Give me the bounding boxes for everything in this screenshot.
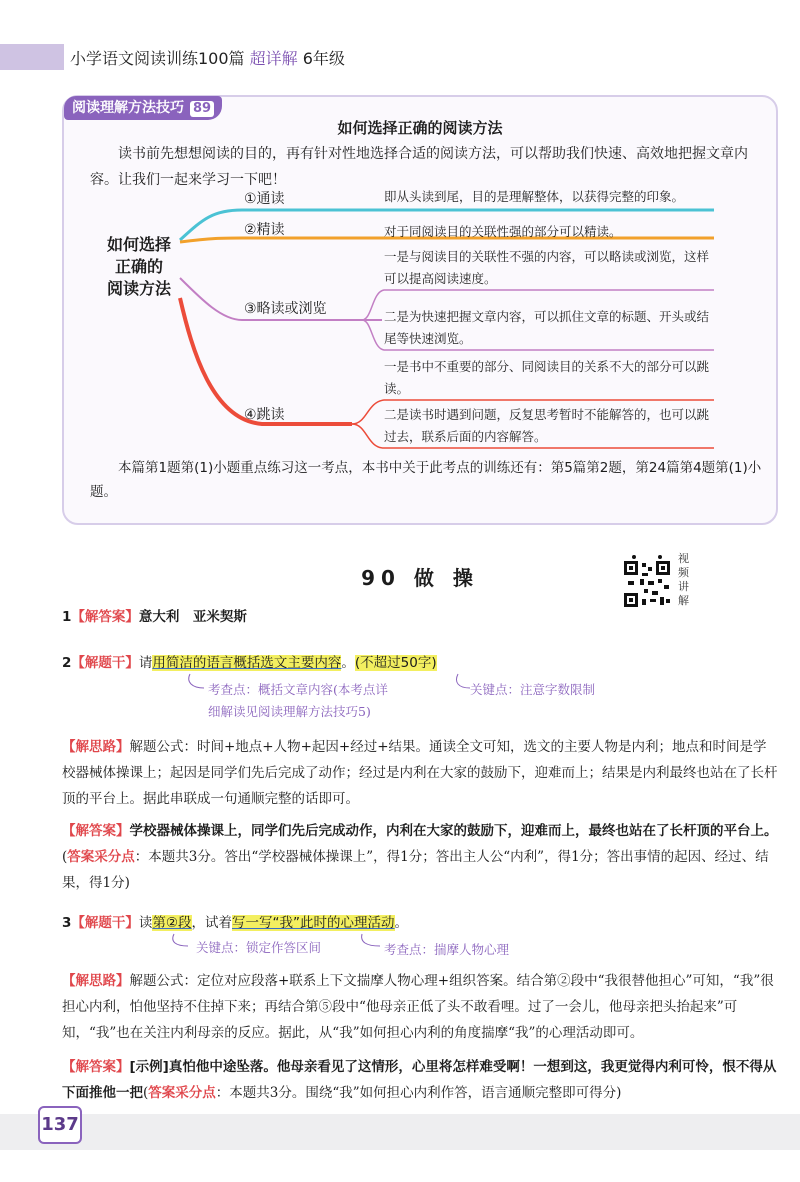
stem-punct: 。 [394, 915, 409, 931]
qr-code-icon[interactable] [622, 555, 672, 609]
stem-limit: (不超过50字) [354, 655, 437, 671]
thinking-label: 【解思路】 [62, 739, 130, 755]
branch-desc-4a: 一是书中不重要的部分、同阅读目的关系不大的部分可以跳读。 [384, 359, 710, 396]
video-lecture-label [678, 552, 692, 608]
branch-label-1: ①通读 [244, 191, 285, 207]
stem-punct: 。 [341, 655, 355, 671]
branch-label-3: ③略读或浏览 [244, 301, 327, 317]
page-number: 137 [38, 1106, 82, 1144]
question-2-thinking [62, 734, 780, 812]
qr-label-char: 视 [678, 552, 689, 565]
center-line-3: 阅读方法 [106, 279, 171, 298]
answer-text: 意大利 亚米契斯 [138, 609, 247, 625]
annotation-focus-point-cont: 细解读见阅读理解方法技巧5) [208, 704, 371, 719]
method-summary [90, 456, 762, 504]
running-header [70, 46, 345, 69]
grade-label: 6年级 [302, 49, 345, 68]
answer-label: 【解答案】 [71, 609, 139, 625]
qr-label-char: 解 [678, 594, 689, 607]
stem-label: 【解题干】 [71, 655, 139, 671]
question-2-answer: 【解答案】学校器械体操课上，同学们先后完成动作，内利在大家的鼓励下，迎难而上，最终也站在了长杆顶的平台上。(答案采分点：本题共3分。答出“学校器械体操课上”，得1分；答出主人公“内利”，得1分；答出事情的起因、经过、结果，得1分) [62, 823, 778, 891]
stem-highlight: 用简洁的语言概括选文主要内容 [152, 655, 342, 671]
answer-text: 真怕他中途坠落。他母亲看见了这情形，心里将怎样难受啊！一想到这，我更觉得内利可怜，恨不得从下面推他一把 [62, 1059, 777, 1101]
series-title: 小学语文阅读训练100篇 [70, 49, 245, 68]
question-1 [62, 604, 780, 630]
method-intro-text: 读书前先想想阅读的目的，再有针对性地选择合适的阅读方法，可以帮助我们快速、高效地把握文章内容。让我们一起来学习一下吧！ [90, 146, 748, 188]
question-number: 3 [62, 915, 72, 931]
answer-text: 学校器械体操课上，同学们先后完成动作，内利在大家的鼓励下，迎难而上，最终也站在了长杆顶的平台上。 [129, 823, 778, 839]
method-summary-text: 本篇第1题第(1)小题重点练习这一考点，本书中关于此考点的训练还有：第5篇第2题，第24篇第4题第(1)小题。 [90, 460, 762, 500]
stem-text-mid: ，试着 [191, 915, 233, 931]
qr-label-char: 讲 [678, 580, 689, 593]
score-label: 答案采分点 [67, 849, 135, 865]
stem-text: 读 [138, 915, 153, 931]
center-line-1: 如何选择 [106, 235, 171, 254]
score-text: ：本题共3分。围绕“我”如何担心内利作答，语言通顺完整即可得分) [215, 1085, 622, 1101]
annotation-focus-point: 考查点：揣摩人物心理 [384, 942, 510, 957]
annotation-key-point: 关键点：注意字数限制 [470, 682, 596, 697]
branch-desc-4b: 二是读书时遇到问题，反复思考暂时不能解答的，也可以跳过去，联系后面的内容解答。 [384, 407, 710, 444]
lesson-title: 90 做 操 [361, 566, 479, 590]
edition-label: 超详解 [249, 49, 298, 68]
method-tag-text: 阅读理解方法技巧 [72, 100, 184, 116]
qr-label-char: 频 [678, 566, 689, 579]
answer-label: 【解答案】 [62, 823, 130, 839]
footer-bar [0, 1114, 800, 1150]
method-tag-number: 89 [190, 101, 214, 117]
branch-desc-3b: 二是为快速把握文章内容，可以抓住文章的标题、开头或结尾等快速浏览。 [384, 309, 710, 346]
thinking-text: 解题公式：定位对应段落+联系上下文揣摩人物心理+组织答案。结合第②段中“我很替他担心”可知，“我”很担心内利，怕他坚持不住掉下来；再结合第⑤段中“他母亲正低了头不敢看哩。过了一会儿，他母亲把头抬起来”可知，“我”也在关注内利母亲的反应。据此，从“我”如何担心内利的角度揣摩“我”的心理活动即可。 [62, 973, 774, 1041]
score-text: ：本题共3分。答出“学校器械体操课上”，得1分；答出主人公“内利”，得1分；答出事情的起因、经过、结果，得1分) [62, 849, 769, 891]
thinking-text: 解题公式：时间+地点+人物+起因+经过+结果。通读全文可知，选文的主要人物是内利；地点和时间是学校器械体操课上；起因是同学们先后完成了动作；经过是内利在大家的鼓励下，迎难而上；结果是内利最终也站在了长杆顶的平台上。据此串联成一句通顺完整的话即可。 [62, 739, 778, 807]
question-number: 1 [62, 609, 72, 625]
branch-desc-3a: 一是与阅读目的关联性不强的内容，可以略读或浏览，这样可以提高阅读速度。 [384, 249, 710, 286]
branch-desc-1: 即从头读到尾，目的是理解整体，以获得完整的印象。 [384, 189, 685, 204]
branch-label-4: ④跳读 [244, 407, 285, 423]
annotation-key-point: 关键点：锁定作答区间 [196, 940, 322, 955]
answer-example: [示例] [129, 1059, 169, 1075]
header-accent-bar [0, 44, 64, 70]
branch-label-2: ②精读 [244, 222, 285, 238]
branch-desc-2: 对于同阅读目的关联性强的部分可以精读。 [384, 224, 622, 239]
annotation-focus-point: 考查点：概括文章内容(本考点详 [208, 682, 388, 697]
answer-label: 【解答案】 [62, 1059, 130, 1075]
question-3-answer: 【解答案】[示例]真怕他中途坠落。他母亲看见了这情形，心里将怎样难受啊！一想到这，我更觉得内利可怜，恨不得从下面推他一把(答案采分点：本题共3分。围绕“我”如何担心内利作答，语言通顺完整即可得分) [62, 1059, 777, 1101]
score-label: 答案采分点 [148, 1085, 216, 1101]
center-line-2: 正确的 [114, 257, 163, 276]
stem-label: 【解题干】 [71, 915, 139, 931]
stem-highlight-task: 写一写“我”此时的心理活动 [232, 915, 395, 931]
question-3-thinking [62, 968, 780, 1046]
mind-map-center [84, 234, 194, 300]
stem-text: 请 [138, 655, 153, 671]
method-title: 如何选择正确的阅读方法 [337, 119, 503, 137]
thinking-label: 【解思路】 [62, 973, 130, 989]
stem-highlight-para: 第②段 [152, 915, 192, 931]
question-number: 2 [62, 655, 72, 671]
